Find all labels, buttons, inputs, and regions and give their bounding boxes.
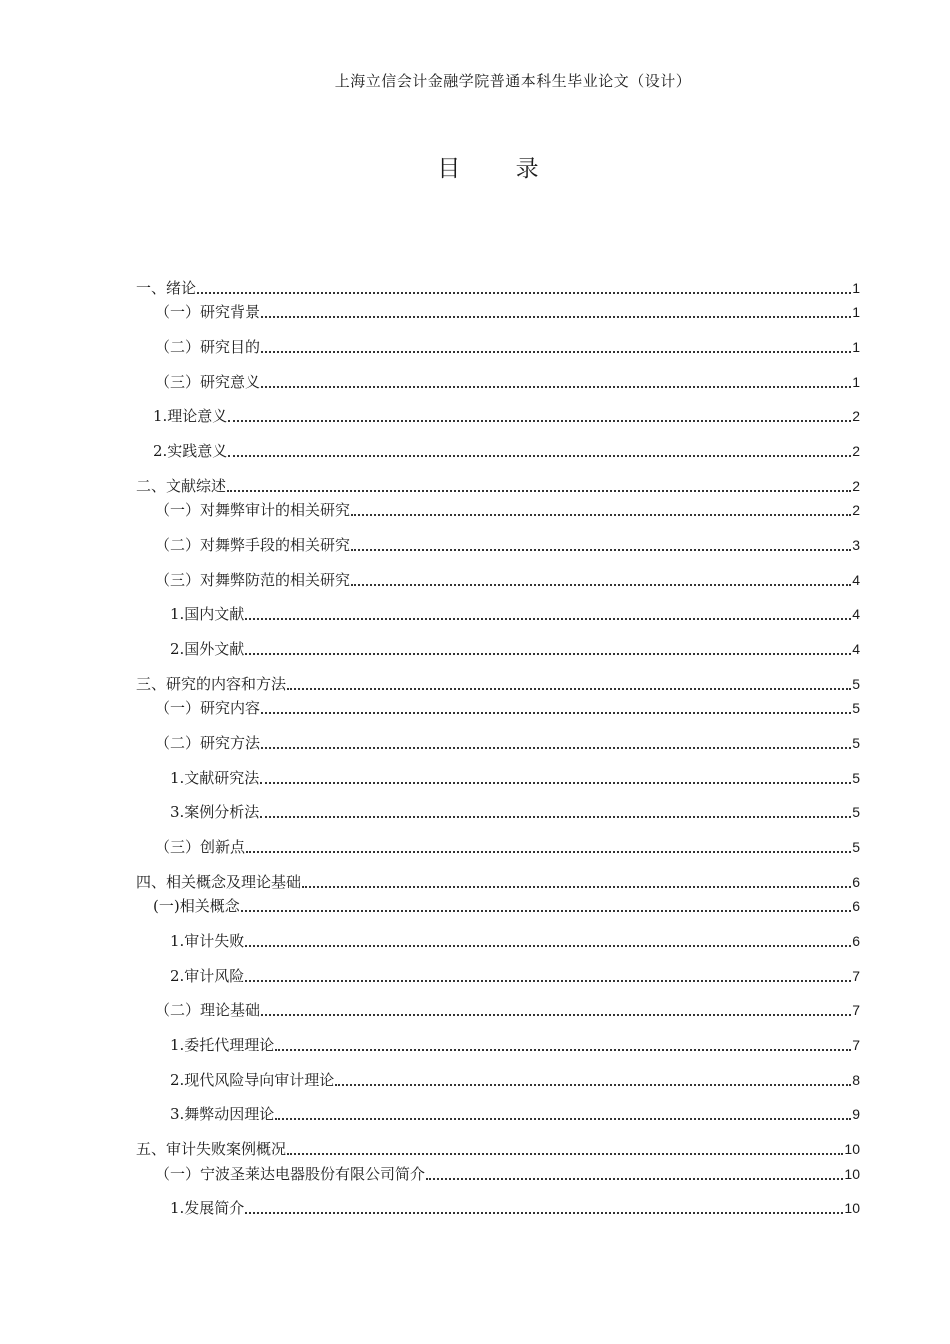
- dot-leader: [228, 455, 851, 457]
- toc-entry-page-number: 6: [852, 898, 860, 914]
- toc-entry-page-number: 2: [852, 443, 860, 459]
- dot-leader: [227, 490, 851, 492]
- toc-entry[interactable]: [153, 894, 860, 916]
- toc-entry[interactable]: [136, 474, 860, 496]
- toc-entry-label: （一）宁波圣莱达电器股份有限公司简介: [155, 1165, 426, 1183]
- toc-entry-page-number: 4: [852, 572, 860, 588]
- toc-entry-page-number: 2: [852, 478, 860, 494]
- dot-leader: [261, 1014, 851, 1016]
- toc-entry-page-number: 2: [852, 502, 860, 518]
- toc-entry-page-number: 10: [844, 1166, 860, 1182]
- toc-entry-page-number: 1: [852, 339, 860, 355]
- dot-leader: [261, 747, 851, 749]
- toc-entry-label: (一)相关概念: [153, 897, 240, 915]
- dot-leader: [351, 584, 851, 586]
- toc-entry-label: 2.审计风险: [170, 967, 245, 985]
- toc-entry[interactable]: [153, 404, 860, 426]
- toc-entry[interactable]: [155, 533, 860, 555]
- dot-leader: [275, 1049, 851, 1051]
- toc-entry-page-number: 6: [852, 933, 860, 949]
- toc-entry-label: 2.实践意义: [153, 442, 228, 460]
- toc-entry[interactable]: [170, 637, 860, 659]
- toc-entry-label: （一）对舞弊审计的相关研究: [155, 501, 351, 519]
- toc-entry[interactable]: [170, 800, 860, 822]
- dot-leader: [261, 316, 851, 318]
- toc-entry[interactable]: [153, 439, 860, 461]
- toc-entry-label: 2.国外文献: [170, 640, 245, 658]
- toc-entry[interactable]: [155, 300, 860, 322]
- toc-entry[interactable]: [155, 335, 860, 357]
- dot-leader: [245, 1212, 843, 1214]
- toc-entry-label: 1.国内文献: [170, 605, 245, 623]
- toc-entry[interactable]: [155, 998, 860, 1020]
- toc-entry-page-number: 5: [852, 839, 860, 855]
- toc-entry-page-number: 7: [852, 968, 860, 984]
- toc-entry[interactable]: [155, 1162, 860, 1184]
- toc-entry[interactable]: [170, 964, 860, 986]
- toc-entry-page-number: 5: [852, 735, 860, 751]
- toc-entry-label: 2.现代风险导向审计理论: [170, 1071, 335, 1089]
- toc-entry-label: （三）创新点: [155, 838, 246, 856]
- toc-entry-label: 3.案例分析法: [170, 803, 260, 821]
- toc-entry[interactable]: [155, 696, 860, 718]
- toc-entry-label: 1.发展简介: [170, 1199, 245, 1217]
- toc-entry-page-number: 1: [852, 280, 860, 296]
- toc-entry-label: 3.舞弊动因理论: [170, 1105, 275, 1123]
- toc-entry-page-number: 1: [852, 304, 860, 320]
- toc-entry[interactable]: [170, 1102, 860, 1124]
- toc-entry-label: 1.理论意义: [153, 407, 228, 425]
- dot-leader: [261, 712, 851, 714]
- dot-leader: [261, 351, 851, 353]
- dot-leader: [351, 549, 851, 551]
- dot-leader: [351, 514, 851, 516]
- toc-entry-label: 一、绪论: [136, 279, 197, 297]
- toc-entry-label: 四、相关概念及理论基础: [136, 873, 302, 891]
- toc-entry-page-number: 5: [852, 804, 860, 820]
- toc-entry[interactable]: [155, 498, 860, 520]
- toc-entry-page-number: 7: [852, 1037, 860, 1053]
- dot-leader: [245, 653, 851, 655]
- toc-entry[interactable]: [136, 870, 860, 892]
- toc-entry[interactable]: [136, 1137, 860, 1159]
- toc-entry[interactable]: [136, 276, 860, 298]
- toc-entry-page-number: 3: [852, 537, 860, 553]
- toc-entry[interactable]: [155, 568, 860, 590]
- toc-entry-label: （一）研究背景: [155, 303, 261, 321]
- dot-leader: [197, 292, 851, 294]
- toc-entry[interactable]: [170, 1068, 860, 1090]
- toc-entry-page-number: 8: [852, 1072, 860, 1088]
- dot-leader: [245, 945, 851, 947]
- toc-entry-page-number: 5: [852, 676, 860, 692]
- dot-leader: [335, 1084, 851, 1086]
- toc-entry-page-number: 9: [852, 1106, 860, 1122]
- toc-entry-label: 1.审计失败: [170, 932, 245, 950]
- toc-entry-label: 1.文献研究法: [170, 769, 260, 787]
- toc-title: 目 录: [437, 156, 563, 182]
- dot-leader: [287, 1153, 843, 1155]
- toc-entry-page-number: 6: [852, 874, 860, 890]
- toc-entry[interactable]: [155, 731, 860, 753]
- toc-entry[interactable]: [170, 1196, 860, 1218]
- toc-entry-label: （三）对舞弊防范的相关研究: [155, 571, 351, 589]
- toc-entry-page-number: 1: [852, 374, 860, 390]
- dot-leader: [260, 782, 851, 784]
- toc-entry-page-number: 5: [852, 700, 860, 716]
- toc-entry-label: （二）对舞弊手段的相关研究: [155, 536, 351, 554]
- dot-leader: [261, 386, 851, 388]
- toc-entry[interactable]: [170, 602, 860, 624]
- toc-entry[interactable]: [170, 1033, 860, 1055]
- toc-entry-label: 1.委托代理理论: [170, 1036, 275, 1054]
- dot-leader: [228, 420, 851, 422]
- toc-entry-page-number: 4: [852, 606, 860, 622]
- dot-leader: [245, 618, 851, 620]
- toc-entry-label: （二）理论基础: [155, 1001, 261, 1019]
- toc-entry-label: （三）研究意义: [155, 373, 261, 391]
- toc-entry-label: （二）研究目的: [155, 338, 261, 356]
- toc-entry[interactable]: [136, 672, 860, 694]
- toc-entry-page-number: 10: [844, 1200, 860, 1216]
- toc-entry-label: （二）研究方法: [155, 734, 261, 752]
- toc-entry-label: 五、审计失败案例概况: [136, 1140, 287, 1158]
- toc-entry-page-number: 2: [852, 408, 860, 424]
- toc-entry-page-number: 5: [852, 770, 860, 786]
- dot-leader: [426, 1178, 843, 1180]
- toc-entry-page-number: 7: [852, 1002, 860, 1018]
- dot-leader: [275, 1118, 851, 1120]
- toc-entry[interactable]: [170, 766, 860, 788]
- page-header: 上海立信会计金融学院普通本科生毕业论文（设计）: [334, 72, 692, 90]
- toc-entry-page-number: 4: [852, 641, 860, 657]
- dot-leader: [245, 980, 851, 982]
- dot-leader: [241, 910, 851, 912]
- toc-entry[interactable]: [155, 370, 860, 392]
- toc-entry[interactable]: [155, 835, 860, 857]
- toc-entry-page-number: 10: [844, 1141, 860, 1157]
- dot-leader: [302, 886, 851, 888]
- toc-entry[interactable]: [170, 929, 860, 951]
- toc-entry-label: 二、文献综述: [136, 477, 227, 495]
- toc-entry-label: （一）研究内容: [155, 699, 261, 717]
- dot-leader: [260, 816, 851, 818]
- dot-leader: [246, 851, 851, 853]
- toc-entry-label: 三、研究的内容和方法: [136, 675, 287, 693]
- dot-leader: [287, 688, 851, 690]
